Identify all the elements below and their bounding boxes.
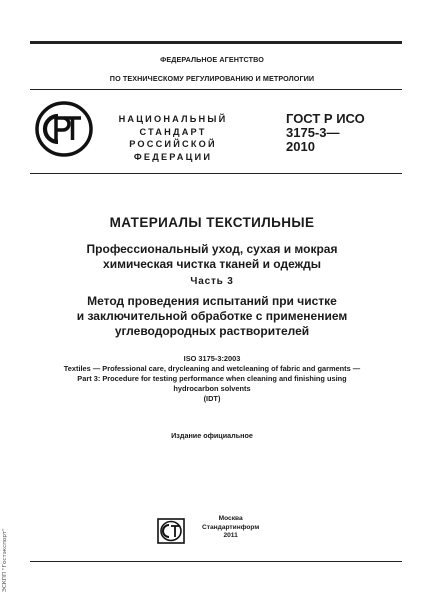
agency-line-2: ПО ТЕХНИЧЕСКОМУ РЕГУЛИРОВАНИЮ И МЕТРОЛОГИИ [109,74,315,83]
part-number: Часть 3 [190,276,234,287]
part-title-line-2: и заключительной обработке с применением [76,309,348,323]
publisher-name: Стандартинформ [202,523,260,531]
iso-title-line-3: hydrocarbon solvents [173,384,251,393]
subtitle-line-1: Профессиональный уход, сухая и мокрая [86,242,338,256]
standard-designation [286,112,365,154]
subtitle-line-2: химическая чистка тканей и одежды [103,257,321,271]
standard-line-3: РОССИЙСКОЙ [129,139,217,149]
iso-code: ISO 3175-3:2003 [183,354,241,363]
title-top-rule [30,173,402,174]
top-rule [30,41,402,44]
document-title: МАТЕРИАЛЫ ТЕКСТИЛЬНЫЕ [109,215,315,230]
iso-title-line-1: Textiles — Professional care, drycleaning and wetcleaning of fabric and garments — [63,364,361,373]
rst-conformity-logo-icon [34,100,94,158]
publisher-logo-icon [157,518,185,544]
iso-title-line-2: Part 3: Procedure for testing performance when cleaning and finishing using [77,374,347,383]
designation-line-3: 2010 [286,139,315,154]
designation-line-2: 3175-3— [286,125,340,140]
agency-divider [30,89,402,90]
standard-line-2: СТАНДАРТ [139,126,207,137]
bottom-rule [30,561,402,562]
part-title-line-3: углеводородных растворителей [114,324,310,338]
publisher-city: Москва [218,515,243,522]
official-edition-label: Издание официальное [171,431,253,440]
publication-year: 2011 [223,532,238,540]
national-standard-block [108,113,238,163]
side-stamp: ЭСКПП "Гостэкспорт" [2,528,8,592]
agency-line-1: ФЕДЕРАЛЬНОЕ АГЕНТСТВО [160,55,264,64]
standard-line-1: НАЦИОНАЛЬНЫЙ [118,114,228,124]
standard-line-4: ФЕДЕРАЦИИ [133,151,213,162]
designation-line-1: ГОСТ Р ИСО [286,111,365,126]
publisher-block [202,515,259,541]
part-title-line-1: Метод проведения испытаний при чистке [87,294,337,308]
iso-title-line-4: (IDT) [203,394,221,403]
